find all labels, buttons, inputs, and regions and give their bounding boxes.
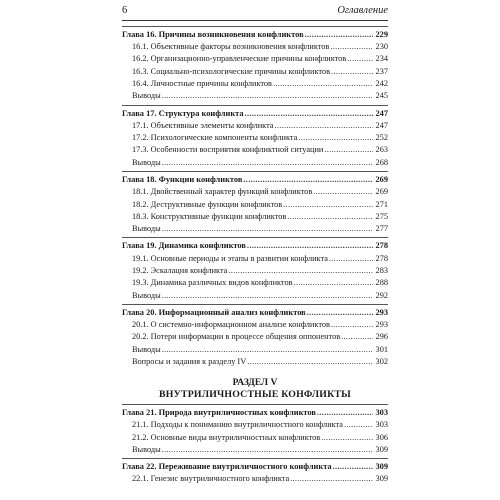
toc-entry[interactable] <box>122 223 388 235</box>
toc-entry[interactable] <box>122 66 388 78</box>
dot-leader <box>331 319 373 331</box>
dot-leader <box>305 28 373 40</box>
toc-entry-title: 20.1. О системно-информационном анализе конфликтов <box>132 319 330 329</box>
dot-leader <box>274 120 373 132</box>
toc-chapter-entry-title: Глава 21. Природа внутриличностных конфликтов <box>122 408 316 418</box>
toc-entry-title: 17.1. Объективные элементы конфликта <box>132 120 274 130</box>
dot-leader <box>162 444 373 456</box>
toc-entry[interactable] <box>122 157 388 169</box>
toc-entry-page: 296 <box>375 332 388 342</box>
toc-chapter-entry-page: 309 <box>375 462 388 472</box>
toc-entry-title: 16.1. Объективные факторы возникновения конфликтов <box>132 42 330 52</box>
toc-entry[interactable] <box>122 132 388 144</box>
toc-entry[interactable] <box>122 78 388 90</box>
dot-leader <box>344 419 373 431</box>
toc-entry-page: 293 <box>375 319 388 329</box>
toc-entry[interactable] <box>122 253 388 265</box>
toc-entry-page: 302 <box>375 356 388 366</box>
toc-entry-title: 19.1. Основные периоды и этапы в развитии конфликта <box>132 253 328 263</box>
part-number: РАЗДЕЛ V <box>232 378 278 389</box>
toc-entry[interactable] <box>122 186 388 198</box>
toc-entry-page: 275 <box>375 211 388 221</box>
dot-leader <box>247 356 373 368</box>
toc-entry-page: 242 <box>375 79 388 89</box>
toc-entry-page: 306 <box>375 432 388 442</box>
toc-entry[interactable] <box>122 473 388 485</box>
toc-entry-page: 278 <box>375 253 388 263</box>
dot-leader <box>162 90 373 102</box>
toc-entry-page: 234 <box>375 54 388 64</box>
toc-entry-title: Выводы <box>132 444 161 454</box>
dot-leader <box>330 41 373 53</box>
toc-entry-title: Выводы <box>132 224 161 234</box>
toc-entry-title: 17.3. Особенности восприятия конфликтной ситуации <box>132 145 324 155</box>
toc-sections-part-iv <box>122 26 388 370</box>
toc-entry-title: 18.3. Конструктивные функции конфликтов <box>132 211 287 221</box>
toc-sections-part-v <box>122 404 388 488</box>
chapter-section <box>122 304 388 370</box>
toc-chapter-entry-title: Глава 20. Информационный анализ конфликтов <box>122 307 306 317</box>
toc-chapter-entry-page: 303 <box>375 408 388 418</box>
toc-chapter-entry[interactable] <box>122 239 388 252</box>
toc-entry-title: 16.2. Организационно-управленческие причины конфликтов <box>132 54 347 64</box>
toc-entry-title: 18.1. Двойственный характер функций конфликтов <box>132 187 313 197</box>
toc-entry-title: 22.1. Генезис внутриличностного конфликта <box>132 474 290 484</box>
part-title: ВНУТРИЛИЧНОСТНЫЕ КОНФЛИКТЫ <box>159 389 351 401</box>
dot-leader <box>243 173 373 185</box>
toc-entry-page: 263 <box>375 145 388 155</box>
toc-entry[interactable] <box>122 53 388 65</box>
toc-chapter-entry[interactable] <box>122 406 388 419</box>
part-heading <box>122 378 388 400</box>
toc-entry-page: 247 <box>375 120 388 130</box>
dot-leader <box>273 78 373 90</box>
toc-entry-title: 19.3. Динамика различных видов конфликтов <box>132 278 293 288</box>
dot-leader <box>317 406 373 418</box>
toc-entry-page: 268 <box>375 157 388 167</box>
toc-chapter-entry-title: Глава 17. Структура конфликта <box>122 108 244 118</box>
toc-chapter-entry[interactable] <box>122 28 388 41</box>
header-rule <box>122 20 388 21</box>
dot-leader <box>162 344 373 356</box>
dot-leader <box>321 432 373 444</box>
toc-chapter-entry-page: 293 <box>375 307 388 317</box>
toc-entry-title: 20.2. Потери информации в процессе общения оппонентов <box>132 332 341 342</box>
table-of-contents <box>122 26 388 488</box>
toc-entry-page: 237 <box>375 66 388 76</box>
toc-entry-page: 252 <box>375 133 388 143</box>
dot-leader <box>298 132 373 144</box>
toc-entry-title: Выводы <box>132 91 161 101</box>
toc-entry-title: 16.3. Социально-психологические причины конфликтов <box>132 66 330 76</box>
toc-chapter-entry-title: Глава 16. Причины возникновения конфликтов <box>122 30 304 39</box>
toc-entry-page: 309 <box>375 444 388 454</box>
toc-entry-page: 309 <box>375 474 388 484</box>
toc-entry-title: 18.2. Деструктивные функции конфликтов <box>132 199 283 209</box>
toc-chapter-entry-page: 278 <box>375 241 388 251</box>
toc-entry-page: 271 <box>375 199 388 209</box>
dot-leader <box>324 144 373 156</box>
toc-entry-page: 283 <box>375 265 388 275</box>
toc-chapter-entry[interactable] <box>122 107 388 120</box>
dot-leader <box>294 277 373 289</box>
toc-entry-title: 21.1. Подходы к пониманию внутриличностного конфликта <box>132 420 343 430</box>
toc-chapter-entry[interactable] <box>122 460 388 473</box>
running-title: Оглавление <box>337 5 388 16</box>
toc-entry[interactable] <box>122 265 388 277</box>
dot-leader <box>341 331 373 343</box>
toc-entry-title: Выводы <box>132 157 161 167</box>
toc-entry-page: 292 <box>375 290 388 300</box>
dot-leader <box>333 460 373 472</box>
toc-entry-page: 288 <box>375 278 388 288</box>
dot-leader <box>347 53 373 65</box>
toc-chapter-entry[interactable] <box>122 173 388 186</box>
dot-leader <box>331 66 373 78</box>
toc-entry[interactable] <box>122 331 388 343</box>
toc-chapter-entry-title: Глава 19. Динамика конфликтов <box>122 241 246 251</box>
chapter-section <box>122 237 388 303</box>
toc-entry[interactable] <box>122 41 388 53</box>
toc-entry-title: Выводы <box>132 344 161 354</box>
dot-leader <box>287 211 373 223</box>
dot-leader <box>307 306 373 318</box>
toc-chapter-entry-title: Глава 22. Переживание внутриличностного конфликта <box>122 462 332 472</box>
toc-entry-page: 245 <box>375 91 388 101</box>
dot-leader <box>313 186 373 198</box>
dot-leader <box>283 199 373 211</box>
toc-entry[interactable] <box>122 444 388 456</box>
toc-entry-page: 303 <box>375 420 388 430</box>
toc-entry[interactable] <box>122 290 388 302</box>
chapter-section <box>122 404 388 458</box>
toc-entry[interactable] <box>122 120 388 132</box>
chapter-section <box>122 26 388 105</box>
toc-entry[interactable] <box>122 277 388 289</box>
toc-entry[interactable] <box>122 356 388 368</box>
toc-entry-page: 230 <box>375 42 388 52</box>
toc-entry-title: 19.2. Эскалация конфликта <box>132 265 228 275</box>
toc-entry-title: 16.4. Личностные причины конфликтов <box>132 79 272 89</box>
toc-chapter-entry-page: 229 <box>375 30 388 39</box>
toc-entry-title: Выводы <box>132 290 161 300</box>
dot-leader <box>228 265 373 277</box>
toc-entry-page: 277 <box>375 224 388 234</box>
toc-entry-page: 301 <box>375 344 388 354</box>
page-number: 6 <box>122 5 128 16</box>
toc-entry[interactable] <box>122 319 388 331</box>
dot-leader <box>247 239 373 251</box>
dot-leader <box>329 253 373 265</box>
toc-entry[interactable] <box>122 144 388 156</box>
toc-chapter-entry-title: Глава 18. Функции конфликтов <box>122 175 243 185</box>
dot-leader <box>162 290 373 302</box>
toc-chapter-entry-page: 269 <box>375 175 388 185</box>
toc-entry-page: 269 <box>375 187 388 197</box>
toc-entry-title: 17.2. Психологические компоненты конфликта <box>132 133 298 143</box>
toc-entry[interactable] <box>122 199 388 211</box>
toc-chapter-entry-page: 247 <box>375 108 388 118</box>
toc-chapter-entry[interactable] <box>122 306 388 319</box>
toc-entry[interactable] <box>122 90 388 102</box>
toc-entry[interactable] <box>122 432 388 444</box>
dot-leader <box>245 107 373 119</box>
running-header <box>122 5 388 19</box>
dot-leader <box>162 157 373 169</box>
chapter-section <box>122 458 388 487</box>
toc-entry[interactable] <box>122 211 388 223</box>
toc-entry[interactable] <box>122 419 388 431</box>
toc-entry-title: 21.2. Основные виды внутриличностных конфликтов <box>132 432 321 442</box>
chapter-section <box>122 105 388 171</box>
toc-entry[interactable] <box>122 344 388 356</box>
chapter-section <box>122 171 388 237</box>
toc-entry-title: Вопросы и задания к разделу IV <box>132 356 247 366</box>
dot-leader <box>290 473 373 485</box>
dot-leader <box>162 223 373 235</box>
